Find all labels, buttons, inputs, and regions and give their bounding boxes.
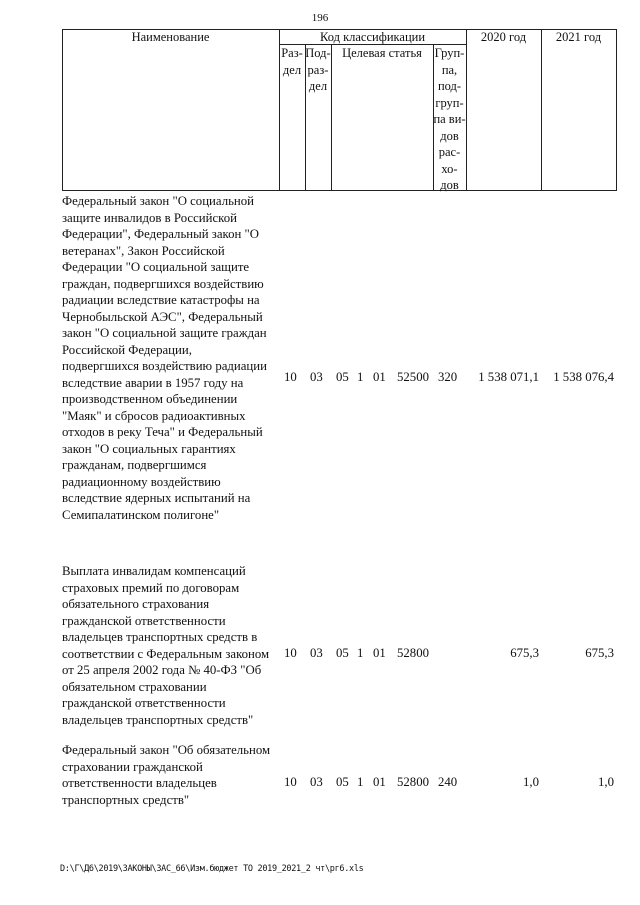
row-razdel: 10 bbox=[284, 775, 297, 789]
footer-file-path: D:\Г\Д6\2019\ЗАКОНЫ\ЗАС_66\Изм.бюджет ТО 2019_2021_2 чт\рг6.xls bbox=[60, 864, 364, 874]
row-podrazdel: 03 bbox=[310, 775, 323, 789]
row-name: Федеральный закон "О социальной защите инвалидов в Российской Федерации", Федеральный закон "О ветеранах", Закон Российской Федерации "О социальной защите граждан, подвергшихся воздействию радиации вследствие катастрофы на Чернобыльской АЭС", Федеральный закон "О социальной защите граждан Российской Федерации, подвергшихся воздействию радиации вследствие аварии в 1957 году на производственном объединении "Маяк" и сбросов радиоактивных отходов в реку Теча" и Федеральный закон "О социальных гарантиях гражданам, подвергшимся радиационному воздействию вследствие ядерных испытаний на Семипалатинском полигоне" bbox=[62, 194, 267, 522]
row-target-1: 05 bbox=[336, 370, 349, 384]
row-value-2020: 675,3 bbox=[510, 646, 539, 660]
row-group: 240 bbox=[438, 775, 458, 789]
row-target-3: 01 bbox=[373, 775, 386, 789]
header-podrazdel: Под- раз- дел bbox=[305, 46, 331, 93]
row-target-3: 01 bbox=[373, 370, 386, 384]
header-code-group: Код классификации bbox=[319, 30, 426, 44]
page-number: 196 bbox=[311, 12, 329, 24]
row-value-2021: 1 538 076,4 bbox=[553, 370, 614, 384]
row-target-1: 05 bbox=[336, 775, 349, 789]
header-group: Груп- па, под- груп- па ви- дов рас- хо- дов bbox=[433, 46, 466, 192]
row-target-4: 52800 bbox=[397, 775, 429, 789]
header-razdel: Раз- дел bbox=[281, 46, 303, 77]
row-podrazdel: 03 bbox=[310, 370, 323, 384]
row-target-2: 1 bbox=[357, 646, 364, 660]
row-group: 320 bbox=[438, 370, 458, 384]
row-target-3: 01 bbox=[373, 646, 386, 660]
row-target-1: 05 bbox=[336, 646, 349, 660]
row-target-2: 1 bbox=[357, 370, 364, 384]
header-2020: 2020 год bbox=[480, 30, 527, 44]
header-2021: 2021 год bbox=[555, 30, 602, 44]
row-target-4: 52500 bbox=[397, 370, 429, 384]
row-value-2021: 675,3 bbox=[585, 646, 614, 660]
row-target-2: 1 bbox=[357, 775, 364, 789]
row-name: Федеральный закон "Об обязательном страховании гражданской ответственности владельцев транспортных средств" bbox=[62, 743, 271, 807]
row-name: Выплата инвалидам компенсаций страховых премий по договорам обязательного страхования гражданской ответственности владельцев транспортных средств в соответствии с Федеральным законом от 25 апреля 2002 года № 40-ФЗ "Об обязательном страховании гражданской ответственности владельцев транспортных средств" bbox=[62, 564, 270, 727]
row-target-4: 52800 bbox=[397, 646, 429, 660]
header-name: Наименование bbox=[131, 30, 210, 44]
row-value-2020: 1 538 071,1 bbox=[478, 370, 539, 384]
header-target: Целевая статья bbox=[342, 46, 422, 60]
row-podrazdel: 03 bbox=[310, 646, 323, 660]
row-value-2021: 1,0 bbox=[598, 775, 614, 789]
row-razdel: 10 bbox=[284, 370, 297, 384]
row-razdel: 10 bbox=[284, 646, 297, 660]
row-value-2020: 1,0 bbox=[523, 775, 539, 789]
